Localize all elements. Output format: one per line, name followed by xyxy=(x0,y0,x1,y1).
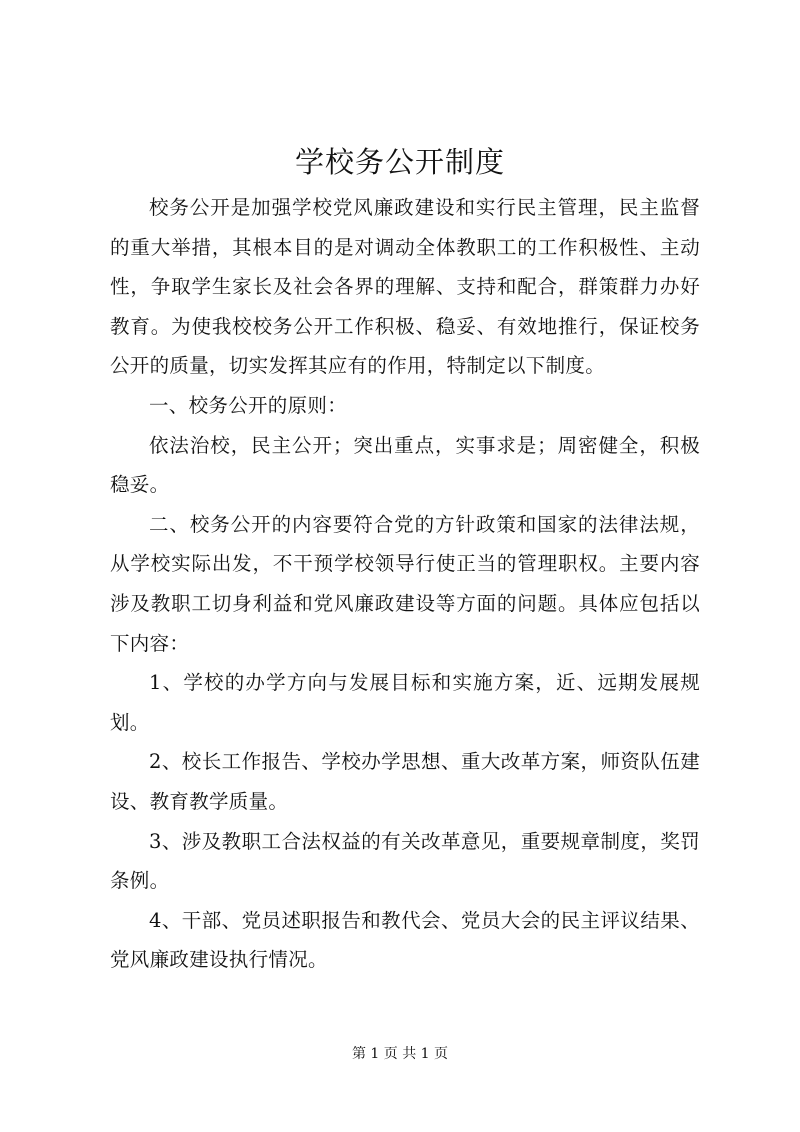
paragraph-section-2-heading: 二、校务公开的内容要符合党的方针政策和国家的法律法规，从学校实际出发，不干预学校领导行使正当的管理职权。主要内容涉及教职工切身利益和党风廉政建设等方面的问题。具体应包括以下内容： xyxy=(110,512,700,655)
page-number-footer: 第 1 页 共 1 页 xyxy=(351,1046,449,1062)
paragraph-section-1-heading: 一、校务公开的原则： xyxy=(149,393,348,417)
paragraph-principles: 依法治校，民主公开；突出重点，实事求是；周密健全，积极稳妥。 xyxy=(110,433,700,497)
document-body xyxy=(110,188,700,980)
paragraph-intro: 校务公开是加强学校党风廉政建设和实行民主管理，民主监督的重大举措，其根本目的是对调动全体教职工的工作积极性、主动性，争取学生家长及社会各界的理解、支持和配合，群策群力办好教育。为使我校校务公开工作积极、稳妥、有效地推行，保证校务公开的质量，切实发挥其应有的作用，特制定以下制度。 xyxy=(110,196,700,378)
list-item-3: 3、涉及教职工合法权益的有关改革意见，重要规章制度，奖罚条例。 xyxy=(110,829,700,893)
list-item-2: 2、校长工作报告、学校办学思想、重大改革方案，师资队伍建设、教育教学质量。 xyxy=(110,750,700,813)
list-item-4: 4、干部、党员述职报告和教代会、党员大会的民主评议结果、党风廉政建设执行情况。 xyxy=(110,908,700,972)
list-item-1: 1、学校的办学方向与发展目标和实施方案，近、远期发展规划。 xyxy=(110,671,700,734)
document-title: 学校务公开制度 xyxy=(294,145,505,179)
